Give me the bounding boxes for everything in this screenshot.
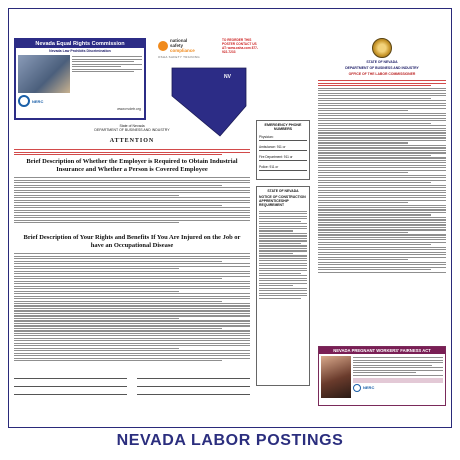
insurer-info-form	[14, 374, 250, 396]
state-seal-icon	[372, 38, 392, 58]
nerc-label: NERC	[32, 98, 44, 104]
rc-office: OFFICE OF THE LABOR COMMISSIONER	[348, 72, 416, 76]
eeo-panel	[14, 38, 146, 120]
pregnant-workers-panel	[318, 346, 446, 406]
pwfa-text-block	[353, 357, 443, 376]
eeo-url: www.nvdetr.org	[117, 107, 141, 111]
eeo-photo	[18, 55, 70, 93]
field-fire: Fire Department: 911 or	[259, 155, 307, 161]
logo-tagline: OSHA SAFETY TRAINING	[158, 55, 200, 59]
labor-commissioner-panel	[318, 38, 446, 347]
field-police: Police: 911 or	[259, 165, 307, 171]
poster-title: NEVADA LABOR POSTINGS	[116, 432, 344, 449]
state-name: State of Nevada	[119, 124, 145, 128]
logo-word-3: compliance	[170, 48, 195, 53]
rc-body	[318, 79, 446, 347]
pwfa-nerc-label: NERC	[363, 385, 375, 391]
emergency-title: EMERGENCY PHONE NUMBERS	[264, 123, 302, 131]
eeo-text-block	[72, 55, 142, 93]
rights-body	[14, 252, 250, 370]
field-ambulance: Ambulance: 911 or	[259, 145, 307, 151]
pwfa-nerc-logo-icon	[353, 384, 361, 392]
pwfa-title: NEVADA PREGNANT WORKERS' FAIRNESS ACT	[319, 347, 445, 354]
insurance-body	[14, 176, 250, 228]
notice-lead: NOTICE OF CONSTRUCTION APPRENTICESHIP REQUIREMENT	[259, 195, 306, 208]
emergency-numbers-box	[256, 120, 310, 180]
attention-heading: ATTENTION	[109, 138, 155, 144]
nerc-logo-icon	[18, 95, 30, 107]
logo-word-2: safety	[170, 43, 184, 48]
pwfa-photo	[321, 356, 351, 398]
map-label: NV	[224, 74, 231, 80]
rights-heading: Brief Description of Your Rights and Benefits If You Are Injured on the Job or have an Occupational Disease	[23, 234, 241, 249]
insurance-heading: Brief Description of Whether the Employer is Required to Obtain Industrial Insurance and Whether a Person is Covered Employee	[26, 158, 238, 173]
safety-compliance-logo	[158, 38, 214, 68]
nevada-map-icon	[168, 66, 250, 138]
department-name: DEPARTMENT OF BUSINESS AND INDUSTRY	[94, 128, 170, 132]
field-physician: Physician:	[259, 135, 307, 141]
rc-state: STATE OF NEVADA	[366, 60, 398, 64]
safety-logo-icon	[158, 41, 168, 51]
rc-department: DEPARTMENT OF BUSINESS AND INDUSTRY	[345, 66, 419, 70]
eeo-title: Nevada Equal Rights Commission	[16, 40, 144, 48]
logo-word-1: national	[170, 38, 188, 43]
apprenticeship-notice	[256, 186, 310, 386]
reorder-note: TO REORDER THIS POSTER CONTACT US AT: www.osha.com 877-922-7233	[222, 38, 258, 54]
caution-text	[14, 148, 250, 157]
eeo-subtitle: Nevada Law Prohibits Discrimination	[49, 49, 111, 53]
notice-state: STATE OF NEVADA	[267, 189, 299, 193]
